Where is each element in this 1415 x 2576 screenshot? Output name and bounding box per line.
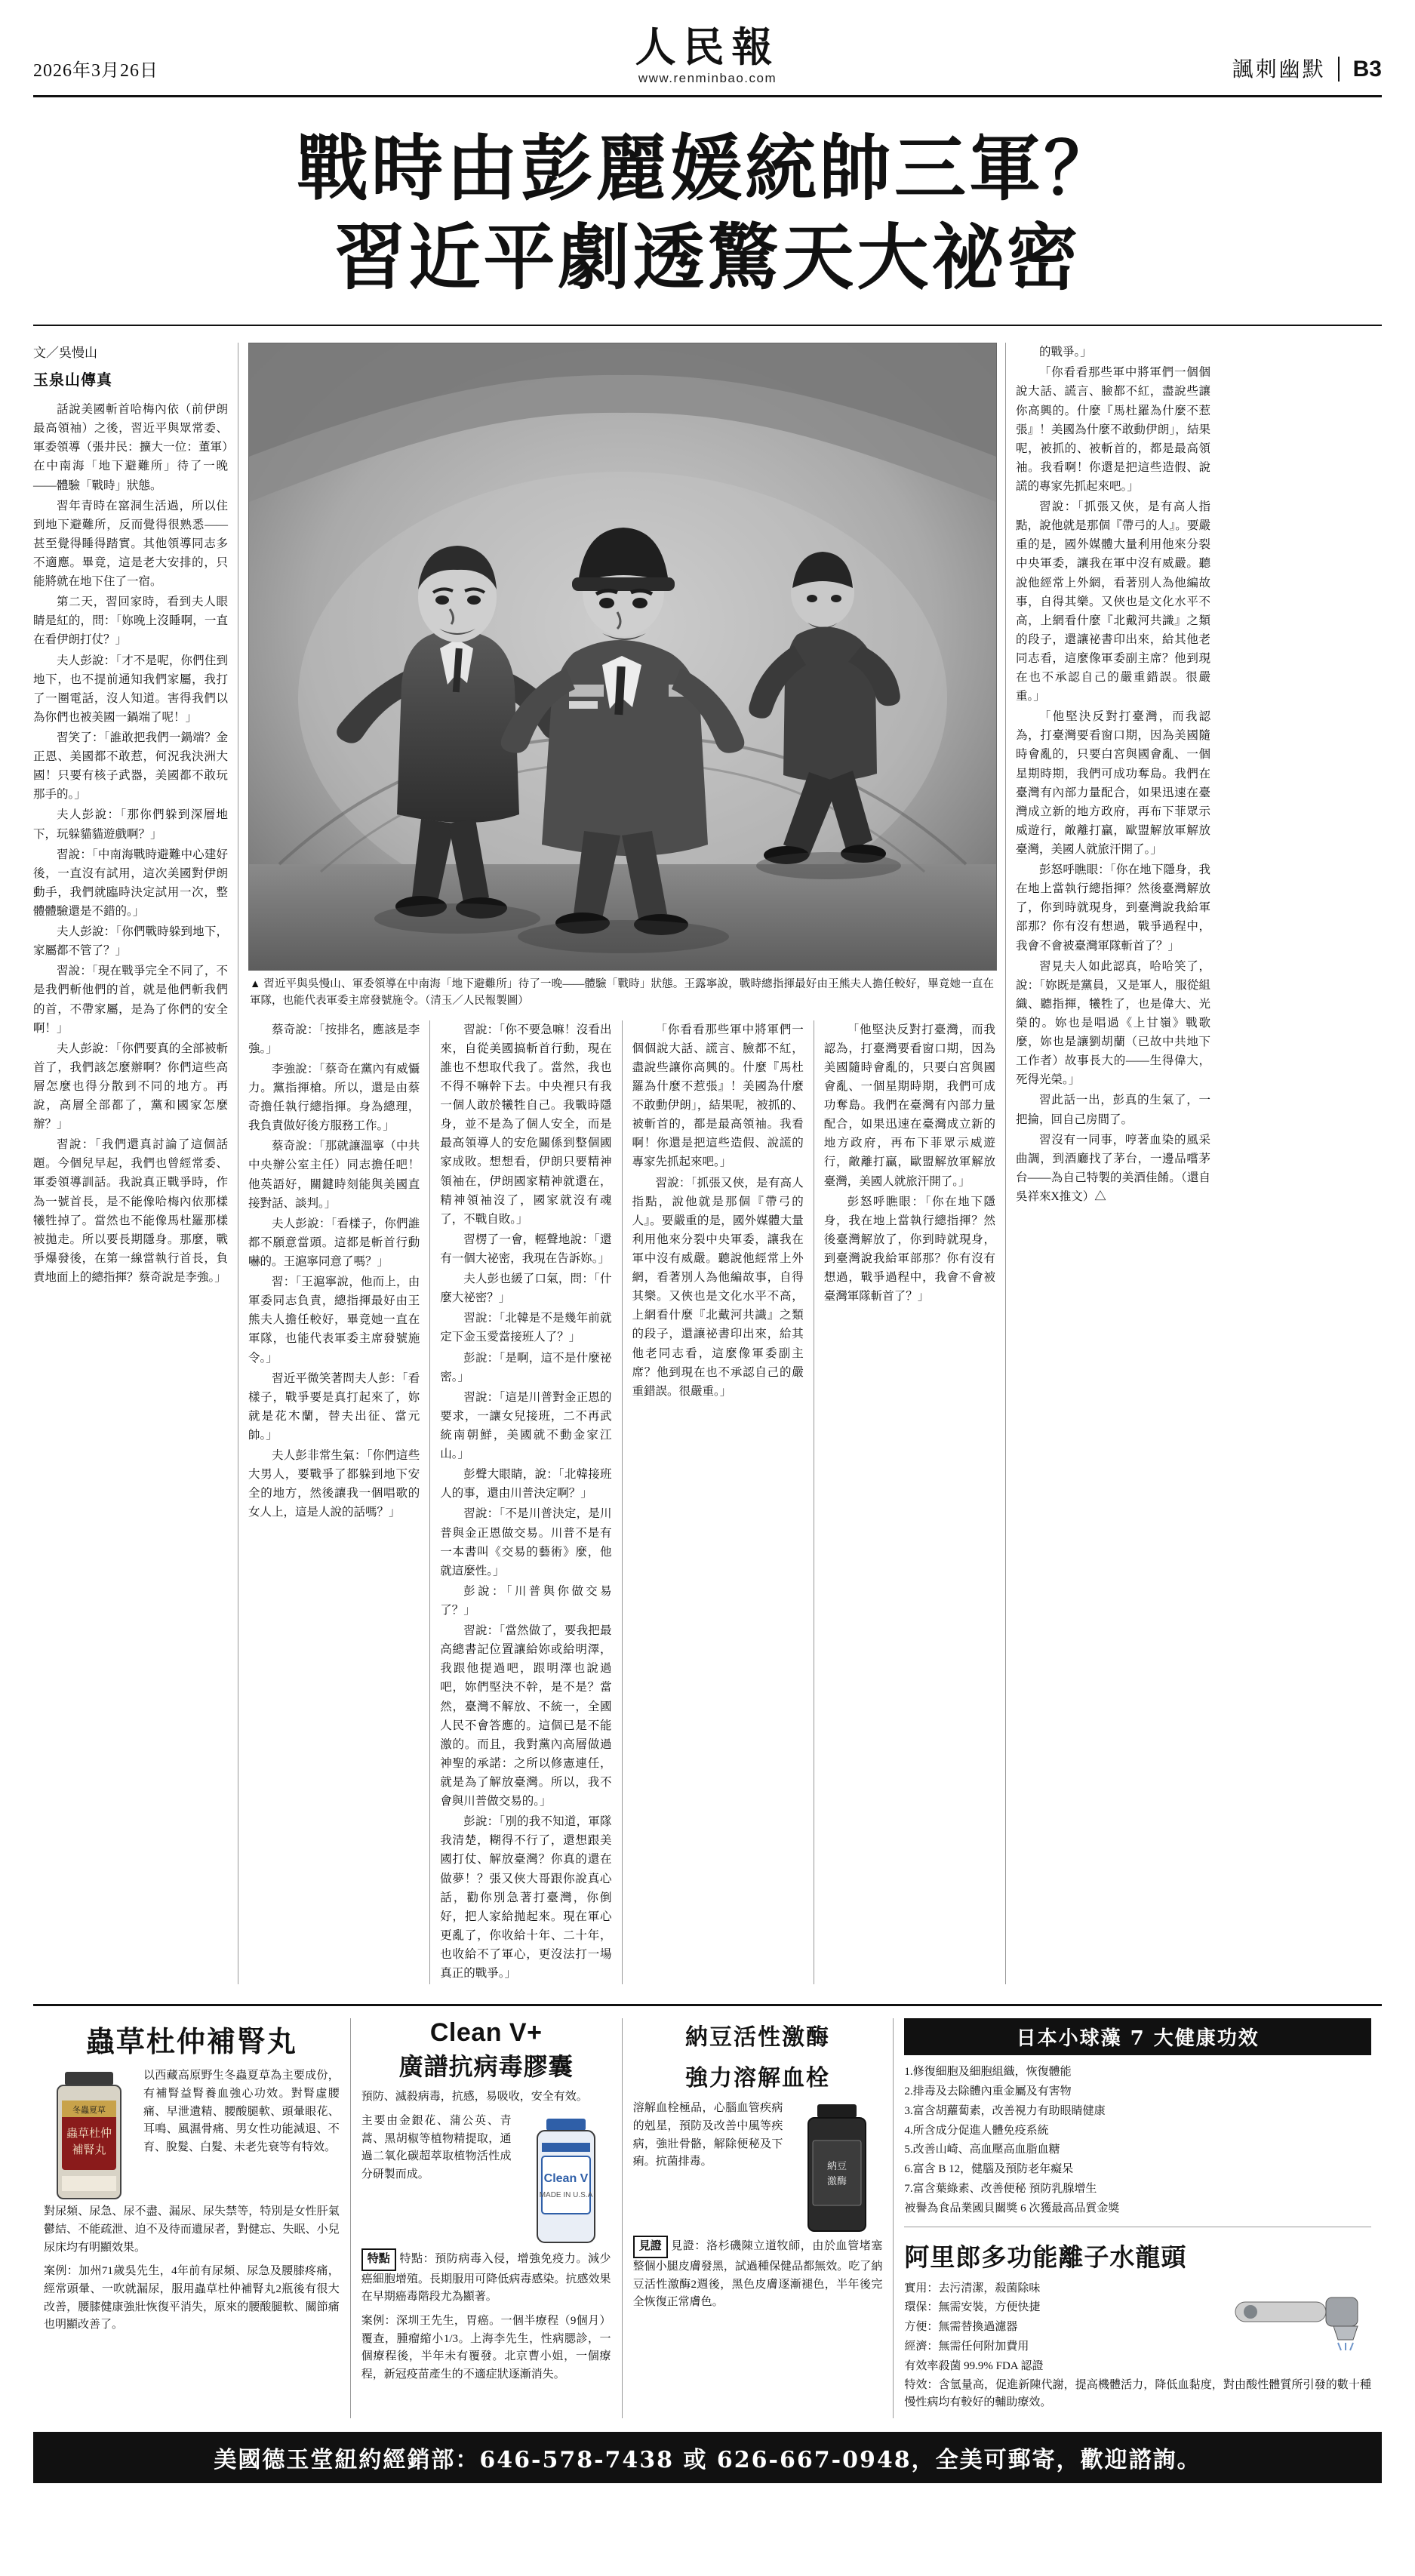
svg-text:MADE IN U.S.A: MADE IN U.S.A [539, 2190, 592, 2199]
ad-natto[interactable] [622, 2018, 894, 2418]
paper-name: 人民報 [635, 23, 780, 71]
faucet-product-image [1220, 2279, 1371, 2352]
ad-body [143, 2067, 340, 2162]
ad-title: 蟲草杜仲補腎丸 [85, 2024, 297, 2059]
ad-banner: 日本小球藻 7 大健康功效 [904, 2018, 1371, 2055]
paragraph: 夫人彭說：「你們戰時躲到地下，家屬都不管了？」 [33, 925, 228, 958]
paragraph: 夫人彭也緩了口氣，問：「什麼大祕密？」 [440, 1273, 612, 1305]
faucet-feature: 方便：無需替換過濾器 [904, 2321, 1018, 2334]
ad-tag: 見證 [633, 2236, 668, 2258]
benefit-item: 5.改善山崎、高血壓高血脂血糖 [904, 2144, 1060, 2156]
ad-witness-text: 見證：洛杉磯陳立道牧師，由於血管堵塞整個小腿皮膚發黑，試過種保健品都無效。吃了納豆活性激酶2週後，黑色皮膚逐漸褪色，半年後完全恢復正常膚色。 [632, 2240, 883, 2309]
headline-line-2: 習近平劇透驚天大祕密 [334, 216, 1081, 300]
svg-text:納豆: 納豆 [827, 2161, 847, 2173]
column-divider [622, 1020, 623, 1984]
faucet-feature: 實用：去污清潔，殺菌除味 [904, 2282, 1041, 2294]
paragraph: 習沒有一同事，哼著血染的風采曲調，到酒廳找了茅台，一邊品嚐茅台——為自己特製的美酒佳餚。（還自吳祥來X推文）△ [1016, 1133, 1210, 1203]
paragraph: 習說：「抓張又俠，是有高人指點，說他就是那個『帶弓的人』。要嚴重的是，國外媒體大量利用他來分裂中央軍委，讓我在軍中沒有威嚴。聽說他經常上外網，看著別人為他編故事，自得其樂。又俠也是文化水平不高，上網看什麼『北戴河共識』之類的段子，還讓祕書印出來，給其他老同志看，這麼像軍委副主席？他到現在也不承認自己的嚴重錯誤。很嚴重。」 [632, 1176, 804, 1398]
faucet-note [904, 2377, 1371, 2412]
svg-text:補腎丸: 補腎丸 [72, 2143, 106, 2157]
paragraph: 習說：「我們還真討論了這個話題。今個兒早起，我們也曾經常委、軍委領導訓話。我說真正戰爭時，作為一號首長，是不能像哈梅內依那樣犧牲掉了。當然也不能像馬杜羅那樣被拋走。所以要長期隱身。那麼，戰爭爆發後，在第一線當執行首長，負責地面上的總指揮？蔡奇說是李強。」 [33, 1138, 228, 1285]
middle-text-columns [248, 1020, 995, 1984]
column-divider [1005, 343, 1006, 1984]
paragraph: 習說：「這是川普對金正恩的要求，一讓女兒接班，二不再武統南朝鮮，美國就不動金家江山。」 [440, 1390, 612, 1461]
svg-text:冬蟲夏草: 冬蟲夏草 [72, 2105, 106, 2116]
illustration-artwork [249, 343, 996, 970]
benefit-list [904, 2063, 1371, 2218]
paragraph: 習近平微笑著問夫人彭：「看樣子，戰爭要是真打起來了，妳就是花木蘭，替夫出征、當元帥。」 [248, 1371, 420, 1442]
paragraph: 李強說：「蔡奇在黨內有威懾力。黨指揮槍。所以，還是由蔡奇擔任執行總指揮。身為總理，我負責做好後方服務工作。」 [248, 1062, 420, 1133]
benefit-item: 6.富含 B 12，健腦及預防老年癡呆 [904, 2163, 1074, 2176]
product-bottle-image [521, 2113, 611, 2248]
svg-text:激酶: 激酶 [827, 2176, 847, 2188]
article-column-mid-3 [632, 1020, 804, 1984]
paragraph: 彭說：「川普與你做交易了？」 [440, 1584, 612, 1617]
page-number: B3 [1338, 57, 1382, 82]
ad-paragraph: 案例：深圳王先生，胃癌。一個半療程（9個月）覆查，腫瘤縮小1/3。上海李先生，性病腮診，一個療程後，半年未有覆發。北京曹小姐，一個療程，新冠疫苗產生的不適症狀逐漸消失。 [361, 2314, 611, 2381]
faucet-icon [1220, 2279, 1371, 2352]
faucet-feature: 環保：無需安裝，方便快捷 [904, 2301, 1041, 2314]
footer-contact-bar[interactable]: 美國德玉堂紐約經銷部：646-578-7438 或 626-667-0948，全美可郵寄，歡迎諮詢。 [33, 2432, 1382, 2483]
paragraph: 夫人彭說：「你們要真的全部被斬首了，我們該怎麼辦啊？你們這些高層怎麼也得分散到不同的地方。再說，高層全部都了，黨和國家怎麼辦？」 [33, 1042, 228, 1131]
paragraph: 習見夫人如此認真，哈哈笑了，說：「妳既是黨員，又是軍人，服從組織、聽指揮，犧牲了，也是偉大、光榮的。妳也是唱過《上甘嶺》戰歌麼，妳也是讓劉胡蘭（已故中共地下工作者）故事長大的——生得偉大，死得光榮。」 [1016, 959, 1210, 1087]
faucet-feature: 有效率殺菌 99.9% FDA 認證 [904, 2359, 1044, 2372]
paper-brand [358, 23, 1057, 86]
paper-url: www.renminbao.com [638, 70, 777, 85]
paragraph: 習說：「抓張又俠，是有高人指點，說他就是那個『帶弓的人』。要嚴重的是，國外媒體大量利用他來分裂中央軍委，讓我在軍中沒有威嚴。聽說他經常上外網，看著別人為他編故事，自得其樂。又俠也是文化水平不高，上網看什麼『北戴河共識』之類的段子，還讓祕書印出來，給其他老同志看，這麼像軍委副主席？他到現在也不承認自己的嚴重錯誤。很嚴重。」 [1016, 500, 1210, 703]
ad-title-cn: 廣譜抗病毒膠囊 [398, 2052, 574, 2082]
paragraph: 蔡奇說：「那就讓溫寧（中共中央辦公室主任）同志擔任吧！他英語好，關鍵時刻能與美國直接對話、談判。」 [248, 1140, 420, 1210]
paragraph: 習說：「不是川普決定，是川普與金正恩做交易。川普不是有一本書叫《交易的藝術》麼，他就這麼性。」 [440, 1507, 612, 1577]
paragraph: 「他堅決反對打臺灣，而我認為，打臺灣要看窗口期，因為美國隨時會亂的，只要白宮與國會亂、一個星期時期，我們可成功奪島。我們在臺灣有內部力量配合，如果迅速在臺灣成立新的地方政府，再布下菲眾示威遊行，敵離打贏，歐盟解放軍解放臺灣，美國人就旅汗開了。」 [823, 1023, 996, 1188]
paragraph: 彭說：「是啊，這不是什麼祕密。」 [440, 1351, 612, 1383]
svg-text:蟲草杜仲: 蟲草杜仲 [66, 2126, 112, 2141]
ad-cleanv[interactable] [350, 2018, 622, 2418]
paragraph: 第二天，習回家時，看到夫人眼睛是紅的，問：「妳晚上沒睡啊，一直在看伊朗打仗？」 [33, 596, 228, 647]
ad-paragraph: 對尿頻、尿急、尿不盡、漏尿、尿失禁等，特別是女性肝氣鬱結、不能疏泄、迫不及待而遺尿者，對健忘、失眠、小兒尿床均有明顯效果。 [44, 2205, 340, 2254]
faucet-ad-title: 阿里郎多功能離子水龍頭 [904, 2242, 1187, 2272]
headline-line-1: 戰時由彭麗媛統帥三軍？ [296, 126, 1118, 211]
paragraph: 夫人彭說：「才不是呢，你們住到地下，也不提前通知我們家屬，我打了一圈電話，沒人知道。害得我們以為你們也被美國一鍋端了呢！」 [33, 654, 228, 724]
paragraph: 習：「王滬寧說，他而上，由軍委同志負責，總指揮最好由王熊夫人擔任較好，畢竟她一直在軍隊，也能代表軍委主席發號施令。」 [248, 1276, 420, 1365]
ad-feature-text: 特點：預防病毒入侵，增強免疫力。減少癌細胞增殖。長期服用可降低病毒感染。抗感效果在早期癌毒階段尤為顯著。 [361, 2252, 611, 2304]
paragraph: 習說：「現在戰爭完全不同了，不是我們斬他們的首，就是他們斬我們的首，不帶家屬，是為了你們的安全啊！」 [33, 965, 228, 1035]
paragraph: 習此話一出，彭真的生氣了，一把掄，回自己房間了。 [1016, 1094, 1210, 1126]
headline [33, 97, 1382, 327]
benefit-item: 3.富含胡蘿蔔素，改善視力有助眼睛健康 [904, 2104, 1106, 2117]
byline: 文／吳慢山 [33, 346, 97, 361]
masthead [33, 23, 1382, 97]
article-column-right [1016, 343, 1210, 1984]
paragraph: 習說：「北韓是不是幾年前就定下金玉愛當接班人了？」 [440, 1312, 612, 1344]
product-bottle-image [44, 2067, 134, 2203]
faucet-feature: 經濟：無需任何附加費用 [904, 2340, 1029, 2353]
ad-body-2 [633, 2236, 883, 2312]
paragraph: 蔡奇說：「按排名，應該是李強。」 [248, 1023, 420, 1055]
benefit-item: 4.所含成分促進人體免疫系統 [904, 2124, 1049, 2137]
paragraph: 話說美國斬首哈梅內依（前伊朗最高領袖）之後，習近平與眾常委、軍委領導（張井民：擴大一位：董軍）在中南海「地下避難所」待了一晚——體驗「戰時」狀態。 [33, 403, 228, 492]
section-header [1057, 53, 1382, 86]
ad-paragraph: 溶解血栓極品，心腦血管疾病的剋星，預防及改善中風等疾病，強壯骨骼，解除便秘及下痢。抗菌排毒。 [632, 2102, 783, 2168]
paragraph: 彭說：「別的我不知道，軍隊我清楚，糊得不行了，還想跟美國打仗、解放臺灣？你真的還在做夢！？張又俠大哥跟你說真心話，勸你別急著打臺灣，你倒好，把人家給拋起來。現在軍心更亂了，你收給十年、二十年，也收給不了軍心，更沒法打一場真正的戰爭。」 [440, 1815, 612, 1980]
publication-date: 2026年3月26日 [33, 60, 158, 81]
paragraph: 彭怒呼瞧眼：「你在地下隱身，我在地上當執行總指揮？然後臺灣解放了，你到時就現身，到臺灣說我給軍部那？你有沒有想過，戰爭過程中，我會不會被臺灣軍隊斬首了？」 [823, 1195, 996, 1303]
article-body [33, 343, 1382, 1984]
paragraph: 彭怒呼瞧眼：「你在地下隱身，我在地上當執行總指揮？然後臺灣解放了，你到時就現身，到臺灣說我給軍部那？你有沒有想過，戰爭過程中，我會不會被臺灣軍隊斬首了？」 [1016, 863, 1210, 953]
ad-title-line-2: 強力溶解血栓 [684, 2065, 830, 2092]
ad-paragraph-features [361, 2248, 611, 2307]
ad-chongcao[interactable] [33, 2018, 350, 2418]
ad-tag: 特點 [361, 2248, 396, 2271]
paragraph: 夫人彭說：「那你們躲到深層地下，玩躲貓貓遊戲啊？」 [33, 808, 228, 841]
paragraph: 習說：「中南海戰時避難中心建好後，一直沒有試用，這次美國對伊朗動手，我們就臨時決定試用一次，整體體驗還是不錯的。」 [33, 848, 228, 918]
ad-paragraph: 特效：含氫量高，促進新陳代謝，提高機體活力，降低血黏度，對由酸性體質所引發的數十種慢性病均有較好的輔助療效。 [904, 2378, 1371, 2409]
paragraph: 習說：「當然做了，要我把最高總書記位置讓給妳或給明澤，我跟他提過吧，跟明澤也說過吧，妳們堅決不幹，是不是？當然，臺灣不解放、不統一，全國人民不會答應的。這個已是不能激的。而且，我對黨內高層做過神聖的承諾：之所以修憲連任，就是為了解放臺灣。所以，我不會與川普做交易的。」 [440, 1624, 612, 1808]
column-divider [429, 1020, 430, 1984]
illustration-caption: ▲ 習近平與吳慢山、軍委領導在中南海「地下避難所」待了一晚——體驗「戰時」狀態。王露寧說，戰時總指揮最好由王熊夫人擔任較好，畢竟她一直在軍隊，也能代表軍委主席發號施令。（清玉／人民報製圖） [250, 978, 994, 1007]
paragraph: 夫人彭非常生氣：「你們這些大男人，要戰爭了都躲到地下安全的地方，然後讓我一個唱歌的女人上，這是人說的話嗎？」 [248, 1449, 420, 1519]
illustration [248, 343, 997, 971]
ad-body [361, 2088, 611, 2384]
paragraph: 「你看看那些軍中將軍們一個個說大話、謊言、臉都不紅，盡說些讓你高興的。什麼『馬杜羅為什麼不惹張』！美國為什麼不敢動伊朗」，結果呢，被抓的、被斬首的，都是最高領袖。我看啊！你還是把這些造假、說謊的專家先抓起來吧。」 [1016, 366, 1210, 493]
benefit-item: 被譽為食品業國貝關獎 6 次獲最高品質金獎 [904, 2202, 1120, 2214]
ad-title-en: Clean V+ [429, 2018, 543, 2048]
ad-paragraph: 主要由金銀花、蒲公英、青蒿、黑胡椒等植物精提取，通過二氧化碳超萃取植物活性成分研製而成。 [361, 2114, 512, 2181]
paragraph: 習年青時在窰洞生活過，所以住到地下避難所，反而覺得很熟悉——甚至覺得睡得踏實。其他領導同志多不適應。畢竟，這是老大安排的，只能將就在地下住了一宿。 [33, 499, 228, 589]
benefit-item: 1.修復細胞及細胞組織，恢復體能 [904, 2066, 1072, 2079]
article-subhead: 玉泉山傳真 [33, 371, 112, 389]
benefit-item: 2.排毒及去除體內重金屬及有害物 [904, 2085, 1072, 2097]
bottle-icon [521, 2113, 611, 2248]
paragraph: 「你看看那些軍中將軍們一個個說大話、謊言、臉都不紅，盡說些讓你高興的。什麼『馬杜羅為什麼不惹張』！美國為什麼不敢動伊朗」，結果呢，被抓的、被斬首的，都是最高領袖。我看啊！你還是把這些造假、說謊的專家先抓起來吧。」 [632, 1023, 804, 1169]
faucet-feature-list [904, 2279, 1211, 2377]
ad-body-2 [44, 2203, 340, 2334]
bottle-icon [44, 2067, 134, 2203]
article-column-mid-1 [248, 1020, 420, 1984]
ad-chlorella[interactable] [893, 2018, 1382, 2418]
section-label: 諷刺幽默 [1232, 57, 1326, 82]
paragraph: 習說：「你不要急嘛！沒看出來，自從美國搞斬首行動，現在誰也不想取代我了。當然，我也不得不嘛幹下去。中央裡只有我一個人敢於犧牲自己。我戰時隱身，並不是為了個人安全，而是最高領導人的安危關係到整個國家成敗。想想看，伊朗只要精神領袖在，伊朗國家精神就還在，精神領袖沒了，國家就沒有魂了，不戰自敗。」 [440, 1023, 612, 1226]
paragraph: 「他堅決反對打臺灣，而我認為，打臺灣要看窗口期，因為美國隨時會亂的，只要白宮與國會亂、一個星期時期，我們可成功奪島。我們在臺灣有內部力量配合，如果迅速在臺灣成立新的地方政府，再布下菲眾示威遊行，敵離打贏，歐盟解放軍解放臺灣，美國人就旅汗開了。」 [1016, 710, 1210, 857]
ad-paragraph: 案例：加州71歲吳先生，4年前有尿頻、尿急及腰膝疼痛，經常頭暈、一吹就漏尿，服用蟲草杜仲補腎丸2瓶後有很大改善，腰膝健康強壯恢復平消失，原來的腰酸腿軟、關節痛也明顯改善了。 [44, 2265, 340, 2331]
ad-paragraph: 預防、滅殺病毒，抗感，易吸收，安全有效。 [361, 2091, 588, 2104]
bottle-icon [792, 2100, 882, 2236]
left-column-text [33, 400, 228, 1287]
benefit-item: 7.富含葉綠素、改善便秘 預防乳腺增生 [904, 2182, 1097, 2195]
product-bottle-image [792, 2100, 882, 2236]
article-column-middle [248, 343, 995, 1984]
advertisement-row [33, 2004, 1382, 2418]
paragraph: 夫人彭說：「看樣子，你們誰都不願意當頭。這都是斬首行動嚇的。王滬寧同意了嗎？」 [248, 1217, 420, 1268]
paragraph: 的戰爭。」 [1039, 346, 1092, 359]
svg-text:Clean V: Clean V [543, 2171, 588, 2185]
article-column-left [33, 343, 228, 1984]
article-column-mid-2 [440, 1020, 611, 1984]
article-column-mid-4 [824, 1020, 995, 1984]
paragraph: 彭聲大眼睛，說：「北韓接班人的事，還由川普決定啊？」 [440, 1468, 612, 1500]
paragraph: 習笑了：「誰敢把我們一鍋端？金正恩、美國都不敢惹，何況我決洲大國！只要有核子武器，美國都不敢玩那手的。」 [33, 731, 228, 802]
paragraph: 習楞了一會，輕聲地說：「還有一個大祕密，我現在告訴妳。」 [440, 1233, 612, 1265]
ad-paragraph: 以西藏高原野生冬蟲夏草為主要成份，有補腎益腎養血強心功效。對腎虛腰痛、早泄遺精、腰酸腿軟、頭暈眼花、耳鳴、風濕骨痛、男女性功能減退、不育、脫髮、白髮、未老先衰等有特效。 [143, 2070, 340, 2153]
ad-paragraph-witness [633, 2236, 883, 2312]
ad-title-line-1: 納豆活性激酶 [684, 2024, 830, 2051]
